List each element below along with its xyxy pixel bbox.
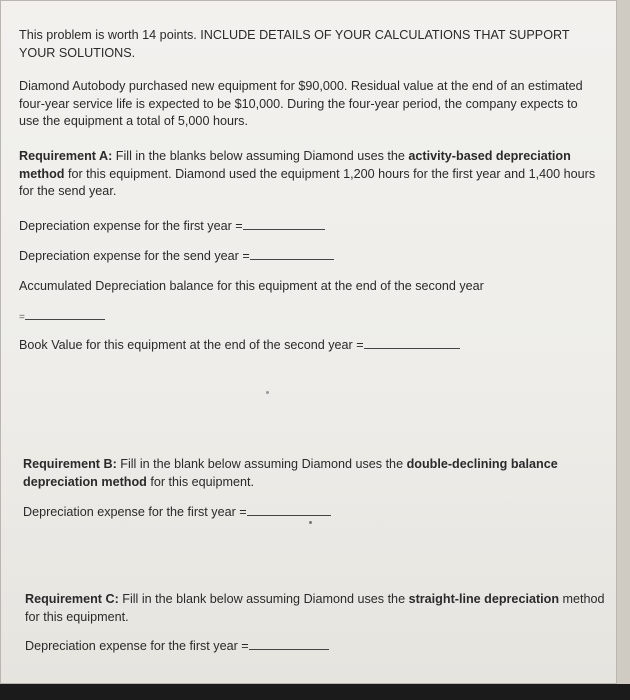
requirement-c-label: Requirement C: <box>25 592 119 606</box>
req-a-accumulated-answer-line: = <box>19 307 599 327</box>
paper-speck <box>309 521 312 524</box>
paper-speck <box>266 391 269 394</box>
req-a-first-year-question: Depreciation expense for the first year = <box>19 217 599 236</box>
req-a-accumulated-question: Accumulated Depreciation balance for this equipment at the end of the second year <box>19 279 484 293</box>
background-edge <box>617 0 630 684</box>
requirement-a-label: Requirement A: <box>19 149 113 163</box>
answer-blank[interactable] <box>364 336 460 349</box>
instructions: This problem is worth 14 points. INCLUDE DETAILS OF YOUR CALCULATIONS THAT SUPPORT YOUR SOLUTIONS. <box>19 28 570 60</box>
req-a-book-value-question: Book Value for this equipment at the end of the second year = <box>19 336 599 355</box>
answer-blank[interactable] <box>249 637 329 650</box>
req-a-second-year-question: Depreciation expense for the send year = <box>19 247 599 266</box>
problem-scenario: Diamond Autobody purchased new equipment for $90,000. Residual value at the end of an estimated four-year service life is expected to be $10,000. During the four-year period, the company expects to use the equipment a total of 5,000 hours. <box>19 79 583 128</box>
requirement-b-prompt: Requirement B: Fill in the blank below assuming Diamond uses the double-declining balance depreciation method for this equipment. <box>23 457 558 489</box>
answer-blank[interactable] <box>250 247 334 260</box>
answer-blank[interactable] <box>247 503 331 516</box>
requirement-b-label: Requirement B: <box>23 457 117 471</box>
answer-blank[interactable] <box>243 217 325 230</box>
requirement-c-prompt: Requirement C: Fill in the blank below assuming Diamond uses the straight-line depreciation method for this equipment. <box>25 592 605 624</box>
req-b-first-year-question: Depreciation expense for the first year = <box>23 503 603 522</box>
answer-blank[interactable] <box>25 307 105 320</box>
background-bottom-edge <box>0 684 630 700</box>
requirement-a-prompt: Requirement A: Fill in the blanks below assuming Diamond uses the activity-based depreciation method for this equipment. Diamond used the equipment 1,200 hours for the first year and 1,400 hours for the send year. <box>19 149 596 198</box>
req-c-first-year-question: Depreciation expense for the first year = <box>25 637 605 656</box>
